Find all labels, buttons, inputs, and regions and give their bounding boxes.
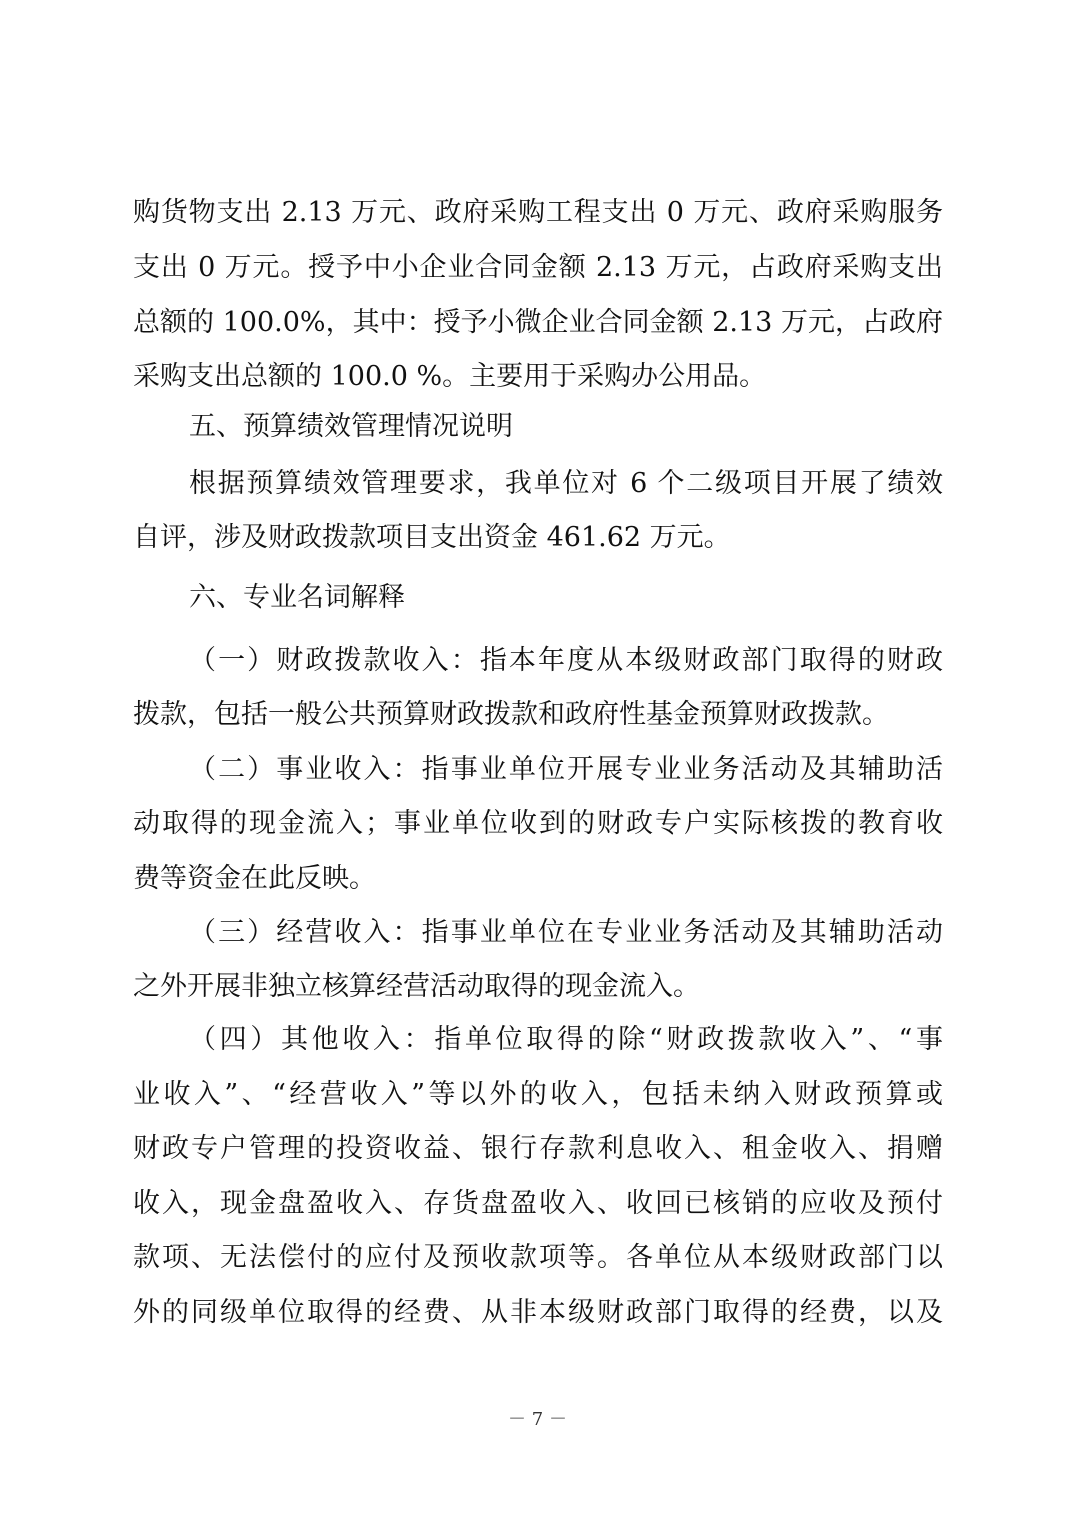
definition-term: （一）财政拨款收入：: [189, 645, 480, 676]
definition-text: 指事业单位开展专业业务活动及其辅助活: [421, 754, 943, 785]
paragraph-line: 根据预算绩效管理要求，我单位对 6 个二级项目开展了绩效: [189, 468, 943, 499]
paragraph-line: 业收入”、“经营收入”等以外的收入，包括未纳入财政预算或: [133, 1079, 943, 1110]
definition-text: 指本年度从本级财政部门取得的财政: [479, 645, 943, 676]
section-heading-budget-performance: 五、预算绩效管理情况说明: [189, 411, 513, 442]
page-number: － 7 －: [508, 1409, 567, 1430]
paragraph-line: 费等资金在此反映。: [133, 863, 376, 894]
paragraph-line: 自评，涉及财政拨款项目支出资金 461.62 万元。: [133, 522, 731, 553]
paragraph-line: 支出 0 万元。授予中小企业合同金额 2.13 万元，占政府采购支出: [133, 252, 943, 283]
paragraph-line: 之外开展非独立核算经营活动取得的现金流入。: [133, 971, 700, 1002]
definition-other-income: [189, 1020, 943, 1060]
definition-text: 指单位取得的除“财政拨款收入”、“事: [434, 1024, 943, 1055]
definition-term: （四）其他收入：: [189, 1024, 435, 1055]
section-heading-glossary: 六、专业名词解释: [189, 582, 405, 613]
paragraph-line: 购货物支出 2.13 万元、政府采购工程支出 0 万元、政府采购服务: [133, 197, 943, 228]
definition-text: 指事业单位在专业业务活动及其辅助活动: [421, 917, 943, 948]
definition-institutional-income: [189, 750, 943, 790]
paragraph-line: 收入，现金盘盈收入、存货盘盈收入、收回已核销的应收及预付: [133, 1188, 943, 1219]
paragraph-line: 外的同级单位取得的经费、从非本级财政部门取得的经费，以及: [133, 1297, 943, 1328]
paragraph-line: 采购支出总额的 100.0 %。主要用于采购办公用品。: [133, 361, 767, 392]
paragraph-line: 总额的 100.0%，其中：授予小微企业合同金额 2.13 万元，占政府: [133, 307, 943, 338]
definition-term: （三）经营收入：: [189, 917, 422, 948]
definition-fiscal-appropriation: [189, 641, 943, 681]
paragraph-line: 动取得的现金流入；事业单位收到的财政专户实际核拨的教育收: [133, 808, 943, 839]
definition-operating-income: [189, 913, 943, 953]
paragraph-line: 财政专户管理的投资收益、银行存款利息收入、租金收入、捐赠: [133, 1133, 943, 1164]
paragraph-line: 款项、无法偿付的应付及预收款项等。各单位从本级财政部门以: [133, 1242, 943, 1273]
paragraph-line: 拨款，包括一般公共预算财政拨款和政府性基金预算财政拨款。: [133, 699, 889, 730]
definition-term: （二）事业收入：: [189, 754, 422, 785]
